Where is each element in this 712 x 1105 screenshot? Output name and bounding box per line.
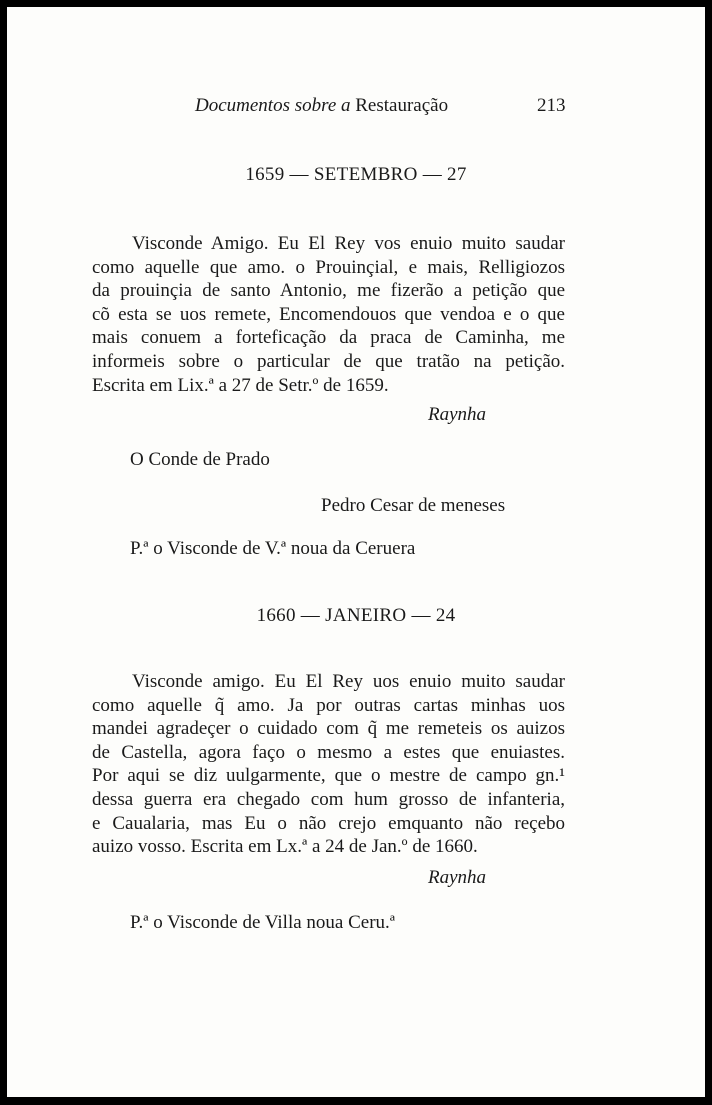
body-line: Visconde amigo. Eu El Rey uos enuio muito saudar — [132, 671, 565, 692]
letter-1-body — [92, 232, 565, 397]
body-line: mandei agradeçer o cuidado com q̃ me remeteis os auizos — [92, 718, 565, 740]
running-title-roman: Restauração — [355, 95, 449, 116]
letter-1-secretary: Pedro Cesar de meneses — [321, 495, 506, 516]
letter-1-addressee: O Conde de Prado — [130, 449, 270, 470]
letter-1-date: 1659 — SETEMBRO — 27 — [245, 164, 467, 185]
letter-2-date: 1660 — JANEIRO — 24 — [256, 605, 456, 626]
body-line: dessa guerra era chegado com hum grosso de infanteria, — [92, 788, 565, 810]
page-header — [7, 95, 705, 125]
body-line: como aquelle que amo. o Prouinçial, e mais, Relligiozos — [92, 256, 565, 278]
body-line: cõ esta se uos remete, Encomendouos que vendoa e o que — [92, 303, 565, 325]
body-line: como aquelle q̃ amo. Ja por outras cartas minhas uos — [92, 694, 565, 716]
body-line: mais conuem a forteficação da praca de Caminha, me — [92, 327, 565, 349]
body-line: de Castella, agora faço o mesmo a estes que enuiastes. — [92, 741, 565, 763]
body-line: Visconde Amigo. Eu El Rey vos enuio muito saudar — [132, 233, 565, 254]
body-line: e Caualaria, mas Eu o não crejo emquanto não reçebo — [92, 812, 565, 834]
letter-2-recipient: P.ª o Visconde de Villa noua Ceru.ª — [130, 912, 396, 933]
body-line: auizo vosso. Escrita em Lx.ª a 24 de Jan.º de 1660. — [92, 836, 478, 858]
running-title-italic: Documentos sobre a — [195, 95, 351, 116]
book-page — [7, 7, 705, 1097]
body-line: Escrita em Lix.ª a 27 de Setr.º de 1659. — [92, 374, 389, 396]
running-title — [195, 95, 448, 117]
letter-1-signature: Raynha — [428, 404, 487, 425]
letter-1-recipient: P.ª o Visconde de V.ª noua da Ceruera — [130, 538, 416, 559]
body-line: Por aqui se diz uulgarmente, que o mestre de campo gn.¹ — [92, 765, 565, 787]
body-line: informeis sobre o particular de que tratão na petição. — [92, 350, 565, 372]
body-line: da prouinçia de santo Antonio, me fizerão a petição que — [92, 280, 565, 302]
letter-2-signature: Raynha — [428, 867, 487, 888]
page-number: 213 — [537, 95, 566, 116]
letter-2-body — [92, 670, 565, 859]
